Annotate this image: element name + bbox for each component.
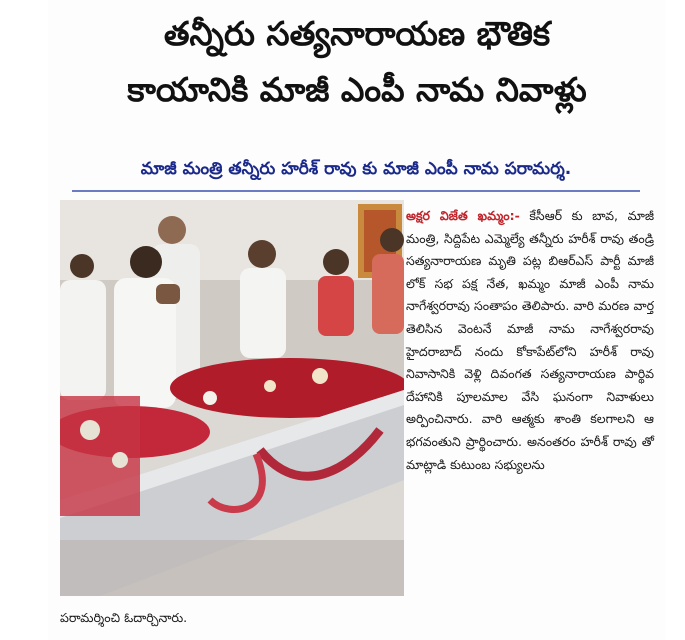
subheadline-underline: [72, 190, 640, 192]
article-body-tail: పరామర్శించి ఓదార్చినారు.: [60, 610, 188, 625]
subheadline: మాజీ మంత్రి తన్నీరు హరీశ్ రావు కు మాజీ ఎంపీ నామ పరామర్శ.: [140, 159, 572, 179]
headline-line-1: తన్నీరు సత్యనారాయణ భౌతిక: [163, 14, 551, 53]
headline: [48, 6, 666, 118]
article-body: [406, 205, 654, 476]
headline-line-2: కాయానికి మాజీ ఎంపీ నామ నివాళ్లు: [127, 70, 587, 109]
news-photo: [60, 200, 404, 596]
article-body-text: కేసీఆర్ కు బావ, మాజీ మంత్రి, సిద్దిపేట ఎమ్మెల్యే తన్నీరు హరీశ్ రావు తండ్రి సత్యనారాయణ మృతి పట్ల బిఆర్ఎస్ పార్టీ మాజీ లోక్ సభ పక్ష నేత, ఖమ్మం మాజీ ఎంపీ నామ నాగేశ్వరరావు సంతాపం తెలిపారు. వారి మరణ వార్త తెలిసిన వెంటనే మాజీ నామ నాగేశ్వరరావు హైదరాబాద్ నందు కోకాపేట్‌లోని హరీశ్ రావు నివాసానికి వెళ్లి దివంగత సత్యనారాయణ పార్థివ దేహానికి పూలమాల వేసి ఘనంగా నివాళులు అర్పించినారు. వారి ఆత్మకు శాంతి కలగాలని ఆ భగవంతుని ప్రార్థించారు. అనంతరం హరీశ్ రావు తో మాట్లాడి కుటుంబ సభ్యులను: [406, 208, 654, 472]
dateline: అక్షర విజేత ఖమ్మం:-: [406, 208, 520, 223]
photo-illustration: [60, 200, 404, 596]
